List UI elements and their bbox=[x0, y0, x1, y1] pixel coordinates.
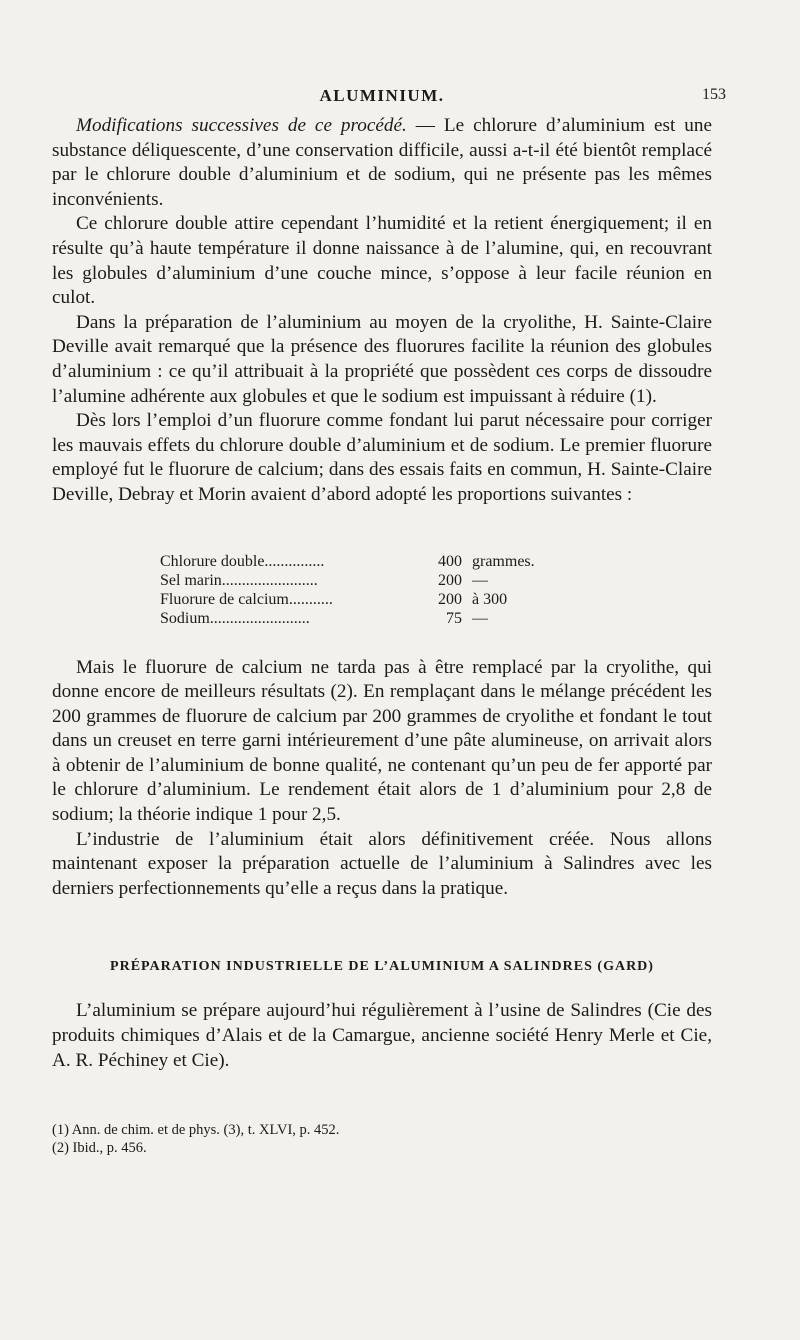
ingredient-unit: grammes. bbox=[472, 552, 535, 570]
running-title: ALUMINIUM. bbox=[319, 86, 445, 105]
paragraph-1-text: — Le chlorure d’aluminium est une substance déliquescente, d’une conservation difficile, aussi a-t-il été bientôt remplacé par le chlorure double d’aluminium et de sodium, qui ne présente pas les mêmes inconvénients. bbox=[52, 115, 712, 210]
ingredient-unit: — bbox=[472, 609, 488, 627]
ingredient-unit: à 300 bbox=[472, 590, 508, 608]
ingredient-quantity: 75 bbox=[446, 609, 462, 627]
ingredient-quantity: 400 bbox=[438, 552, 462, 570]
table-row bbox=[160, 552, 712, 571]
page-header bbox=[52, 86, 726, 110]
body-text bbox=[52, 114, 712, 1157]
ingredient-name: Chlorure double............... bbox=[160, 552, 325, 570]
paragraph-5: Mais le fluorure de calcium ne tarda pas à être remplacé par la cryolithe, qui donne encore de meilleurs résultats (2). En remplaçant dans le mélange précédent les 200 grammes de fluorure de calcium par 200 grammes de cryolithe et fondant le tout dans un creuset en terre garni intérieurement d’une pâte alumineuse, on arrivait alors à obtenir de l’aluminium de bonne qualité, ne contenant qu’un peu de fer apporté par le chlorure d’aluminium. Le rendement était alors de 1 d’aluminium pour 2,8 de sodium; la théorie indique 1 pour 2,5. bbox=[52, 656, 712, 826]
ingredient-name: Fluorure de calcium........... bbox=[160, 590, 333, 608]
table-row bbox=[160, 590, 712, 609]
ingredient-name: Sel marin........................ bbox=[160, 571, 318, 589]
table-row bbox=[160, 571, 712, 590]
ingredient-quantity: 200 bbox=[438, 571, 462, 589]
paragraph-3: Dans la préparation de l’aluminium au moyen de la cryolithe, H. Sainte-Claire Deville avait remarqué que la présence des fluorures facilite la réunion des globules d’aluminium : ce qu’il attribuait à la propriété que possèdent ces corps de dissoudre l’alumine adhérente aux globules et que le sodium est impuissant à réduire (1). bbox=[52, 311, 712, 407]
footnotes bbox=[52, 1121, 712, 1157]
page-number: 153 bbox=[702, 86, 726, 103]
footnote-2: (2) Ibid., p. 456. bbox=[52, 1140, 147, 1157]
proportions-table bbox=[160, 552, 712, 628]
paragraph-6: L’industrie de l’aluminium était alors définitivement créée. Nous allons maintenant exposer la préparation actuelle de l’aluminium à Salindres avec les derniers perfectionnements qu’elle a reçus dans la pratique. bbox=[52, 828, 712, 899]
paragraph-4: Dès lors l’emploi d’un fluorure comme fondant lui parut nécessaire pour corriger les mauvais effets du chlorure double d’aluminium et de sodium. Le premier fluorure employé fut le fluorure de calcium; dans des essais faits en commun, H. Sainte-Claire Deville, Debray et Morin avaient d’abord adopté les proportions suivantes : bbox=[52, 410, 712, 505]
paragraph-1 bbox=[52, 114, 712, 212]
paragraph-2: Ce chlorure double attire cependant l’humidité et la retient énergiquement; il en résulte qu’à haute température il donne naissance à de l’alumine, qui, en recouvrant les globules d’aluminium d’une couche mince, s’oppose à leur facile réunion en culot. bbox=[52, 213, 712, 309]
ingredient-quantity: 200 bbox=[438, 590, 462, 608]
ingredient-unit: — bbox=[472, 571, 488, 589]
table-row bbox=[160, 609, 712, 628]
section-title: PRÉPARATION INDUSTRIELLE DE L’ALUMINIUM A SALINDRES (GARD) bbox=[110, 959, 654, 975]
paragraph-1-heading: Modifications successives de ce procédé. bbox=[76, 115, 407, 136]
ingredient-name: Sodium......................... bbox=[160, 609, 310, 627]
footnote-1: (1) Ann. de chim. et de phys. (3), t. XLVI, p. 452. bbox=[52, 1122, 340, 1139]
paragraph-7: L’aluminium se prépare aujourd’hui régulièrement à l’usine de Salindres (Cie des produits chimiques d’Alais et de la Camargue, ancienne société Henry Merle et Cie, A. R. Péchiney et Cie). bbox=[52, 1000, 712, 1071]
